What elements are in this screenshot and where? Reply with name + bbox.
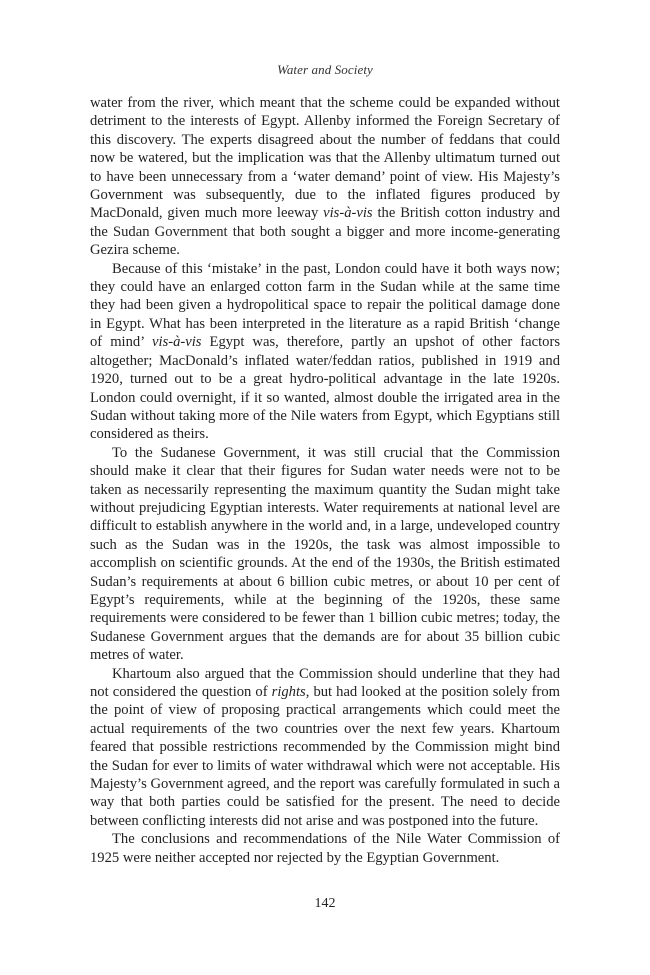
paragraph xyxy=(90,260,560,444)
text-segment: , but had looked at the position solely from the point of view of proposing practical arrangements which could meet the actual requirements of the two countries over the next few years. Khartoum feared that possible restrictions recommended by the Commission might bind the Sudan for ever to limits of water withdrawal which were not acceptable. His Majesty’s Government agreed, and the report was carefully formulated in such a way that both parties could be satisfied for the present. The need to decide between conflicting interests did not arise and was postponed into the future. xyxy=(90,684,560,829)
paragraph xyxy=(90,830,560,867)
text-segment: water from the river, which meant that the scheme could be expanded without detriment to the interests of Egypt. Allenby informed the Foreign Secretary of this discovery. The experts disagreed about the number of feddans that could now be watered, but the implication was that the Allenby ultimatum turned out to have been unnecessary from a ‘water demand’ point of view. His Majesty’s Government was subsequently, due to the inflated figures produced by MacDonald, given much more leeway xyxy=(90,95,560,222)
italic-term: rights xyxy=(271,684,306,700)
paragraph xyxy=(90,94,560,260)
body-text xyxy=(90,94,560,867)
text-segment: Khartoum also argued that the Commission should underline that they had not considered the question of xyxy=(90,665,560,700)
italic-term: vis-à-vis xyxy=(323,205,373,222)
text-segment: The conclusions and recommendations of the Nile Water Commission of 1925 were neither accepted nor rejected by the Egyptian Government. xyxy=(90,831,560,866)
running-head: Water and Society xyxy=(277,62,373,77)
text-segment: Because of this ‘mistake’ in the past, London could have it both ways now; they could have an enlarged cotton farm in the Sudan while at the same time they had been given a hydropolitical space to repair the political damage done in Egypt. What has been interpreted in the literature as a rapid British ‘change of mind’ xyxy=(90,260,560,351)
text-segment: To the Sudanese Government, it was still crucial that the Commission should make it clear that their figures for Sudan water needs were not to be taken as necessarily representing the maximum quantity the Sudan might take without prejudicing Egyptian interests. Water requirements at national level are difficult to establish anywhere in the world and, in a large, undeveloped country such as the Sudan was in the 1920s, the task was almost impossible to accomplish on scientific grounds. At the end of the 1930s, the British estimated Sudan’s requirements at about 6 billion cubic metres, or about 10 per cent of Egypt’s requirements, while at the beginning of the 1920s, these same requirements were considered to be fewer than 1 billion cubic metres; today, the Sudanese Government argues that the demands are for about 35 billion cubic metres of water. xyxy=(90,444,560,664)
page-number: 142 xyxy=(314,896,336,911)
text-segment: the British cotton industry and the Sudan Government that both sought a bigger and more income-generating Gezira scheme. xyxy=(90,205,560,259)
paragraph xyxy=(90,665,560,831)
italic-term: vis-à-vis xyxy=(152,334,202,351)
text-segment: Egypt was, therefore, partly an upshot of other factors altogether; MacDonald’s inflated water/feddan ratios, published in 1919 and 1920, turned out to be a great hydro-political advantage in the late 1920s. London could overnight, if it so wanted, almost double the irrigated area in the Sudan without taking more of the Nile waters from Egypt, which Egyptians still considered as theirs. xyxy=(90,334,560,443)
paragraph xyxy=(90,444,560,665)
